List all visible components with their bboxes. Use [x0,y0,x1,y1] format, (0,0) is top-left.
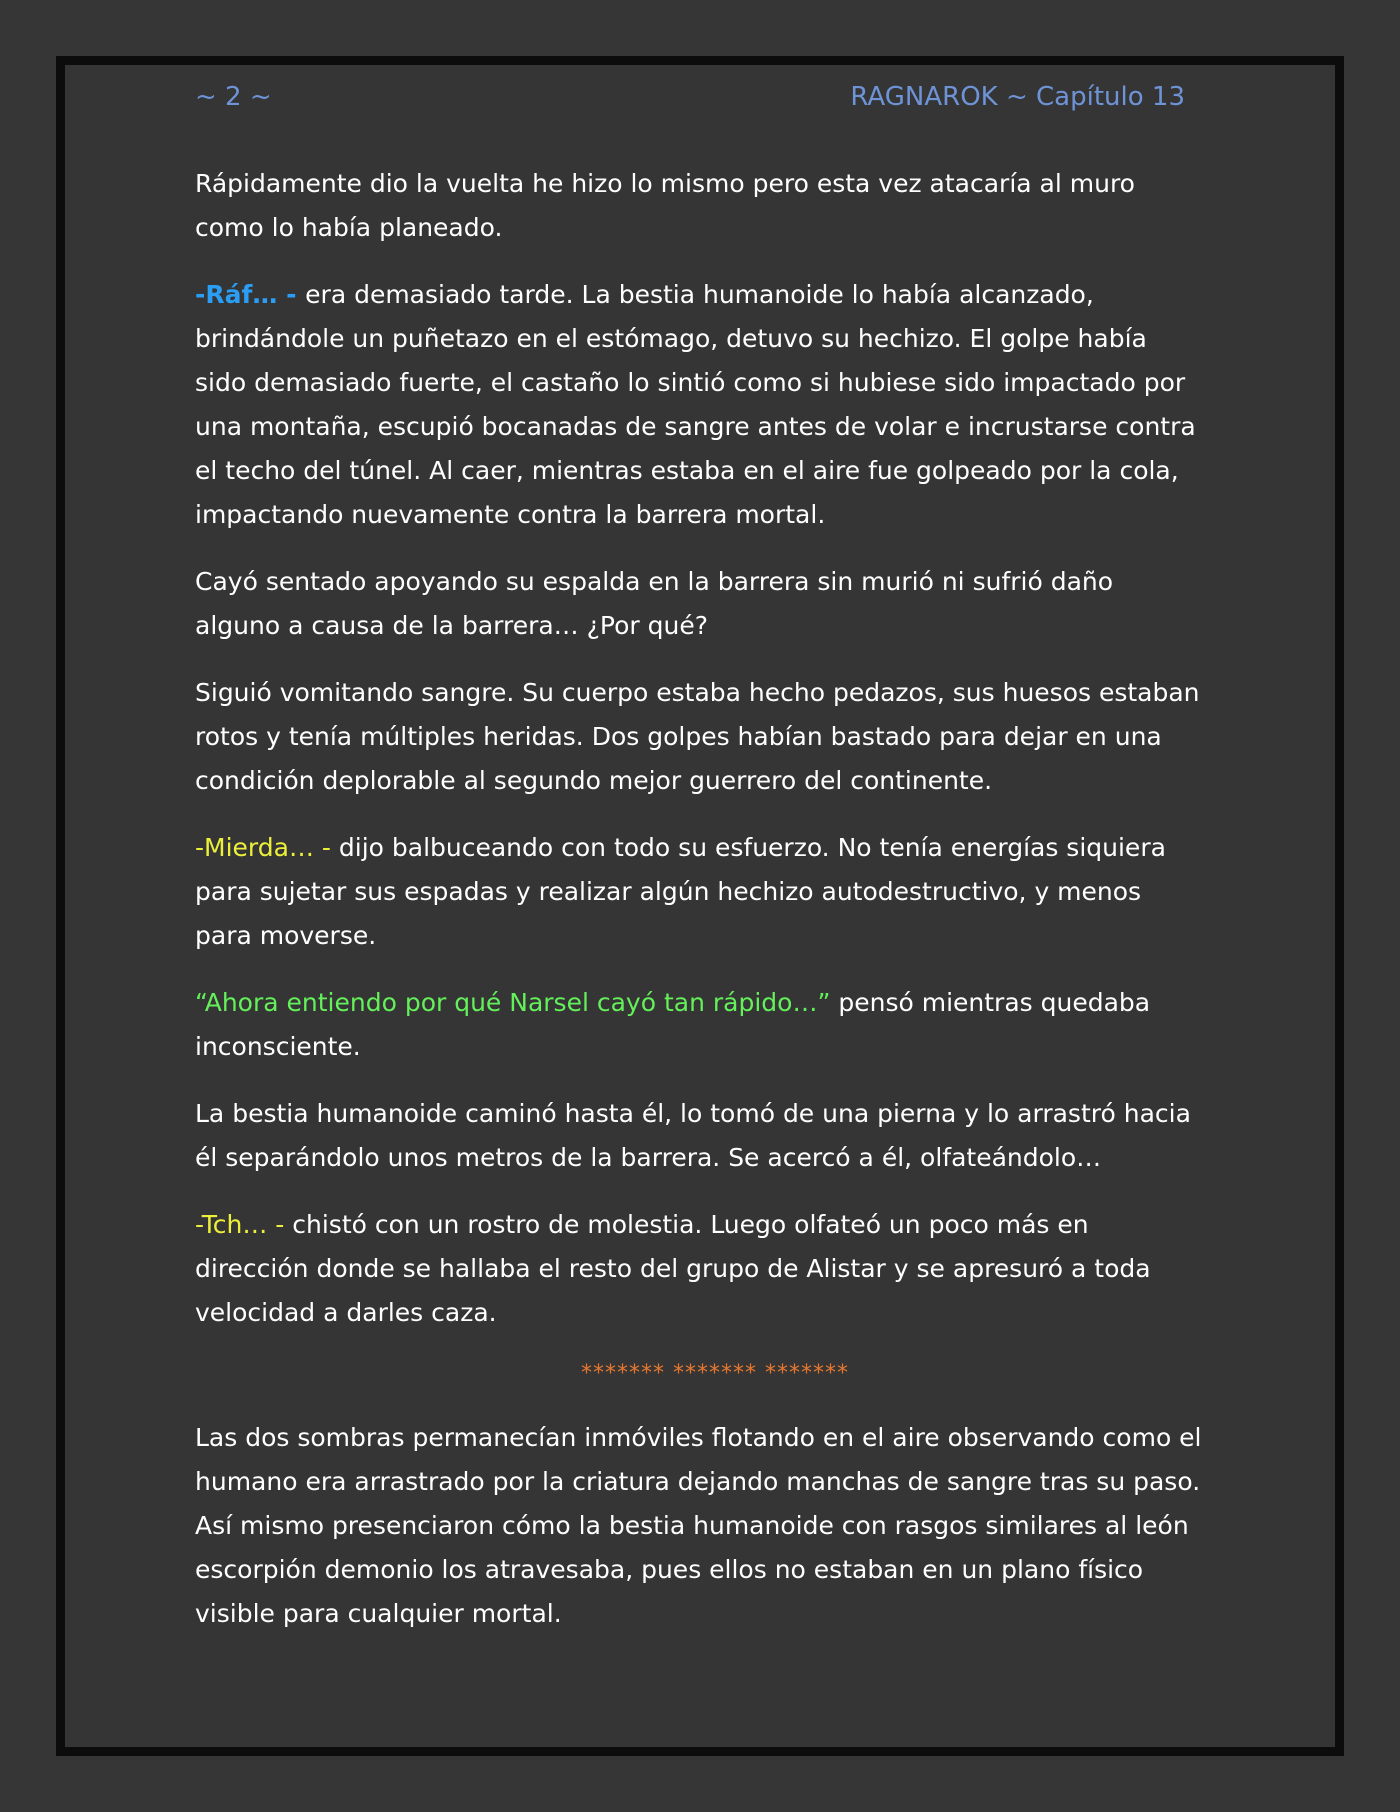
page-number: ~ 2 ~ [195,82,272,112]
paragraph-2 [195,273,1205,537]
thought-quote: “Ahora entiendo por qué Narsel cayó tan rápido…” [195,988,831,1017]
paragraph-4: Siguió vomitando sangre. Su cuerpo estaba hecho pedazos, sus huesos estaban rotos y tenía múltiples heridas. Dos golpes habían bastado para dejar en una condición deplorable al segundo mejor guerrero del continente. [195,678,1200,795]
paragraph-text: dijo balbuceando con todo su esfuerzo. No tenía energías siquiera para sujetar sus espadas y realizar algún hechizo autodestructivo, y menos para moverse. [195,833,1166,950]
paragraph-text: pensó mientras quedaba inconsciente. [195,988,1151,1061]
scene-separator: ******* ******* ******* [581,1361,849,1386]
paragraph-text: era demasiado tarde. La bestia humanoide lo había alcanzado, brindándole un puñetazo en el estómago, detuvo su hechizo. El golpe había sido demasiado fuerte, el castaño lo sintió como si hubiese sido impactado por una montaña, escupió bocanadas de sangre antes de volar e incrustarse contra el techo del túnel. Al caer, mientras estaba en el aire fue golpeado por la cola, impactando nuevamente contra la barrera mortal. [195,280,1196,529]
chapter-body [195,162,1205,1659]
paragraph-5 [195,826,1205,958]
paragraph-9: Las dos sombras permanecían inmóviles flotando en el aire observando como el humano era arrastrado por la criatura dejando manchas de sangre tras su paso. Así mismo presenciaron cómo la bestia humanoide con rasgos similares al león escorpión demonio los atravesaba, pues ellos no estaban en un plano físico visible para cualquier mortal. [195,1423,1202,1628]
paragraph-8 [195,1203,1205,1335]
dialogue-speech: -Ráf… - [195,280,306,309]
paragraph-7: La bestia humanoide caminó hasta él, lo tomó de una pierna y lo arrastró hacia él separándolo unos metros de la barrera. Se acercó a él, olfateándolo… [195,1099,1191,1172]
dialogue-speech: -Mierda… - [195,833,339,862]
paragraph-text: chistó con un rostro de molestia. Luego olfateó un poco más en dirección donde se hallaba el resto del grupo de Alistar y se apresuró a toda velocidad a darles caza. [195,1210,1151,1327]
paragraph-1: Rápidamente dio la vuelta he hizo lo mismo pero esta vez atacaría al muro como lo había planeado. [195,169,1135,242]
paragraph-6 [195,981,1205,1069]
dialogue-speech: -Tch… - [195,1210,293,1239]
running-title: RAGNAROK ~ Capítulo 13 [850,82,1185,112]
paragraph-3: Cayó sentado apoyando su espalda en la barrera sin murió ni sufrió daño alguno a causa de la barrera… ¿Por qué? [195,567,1114,640]
